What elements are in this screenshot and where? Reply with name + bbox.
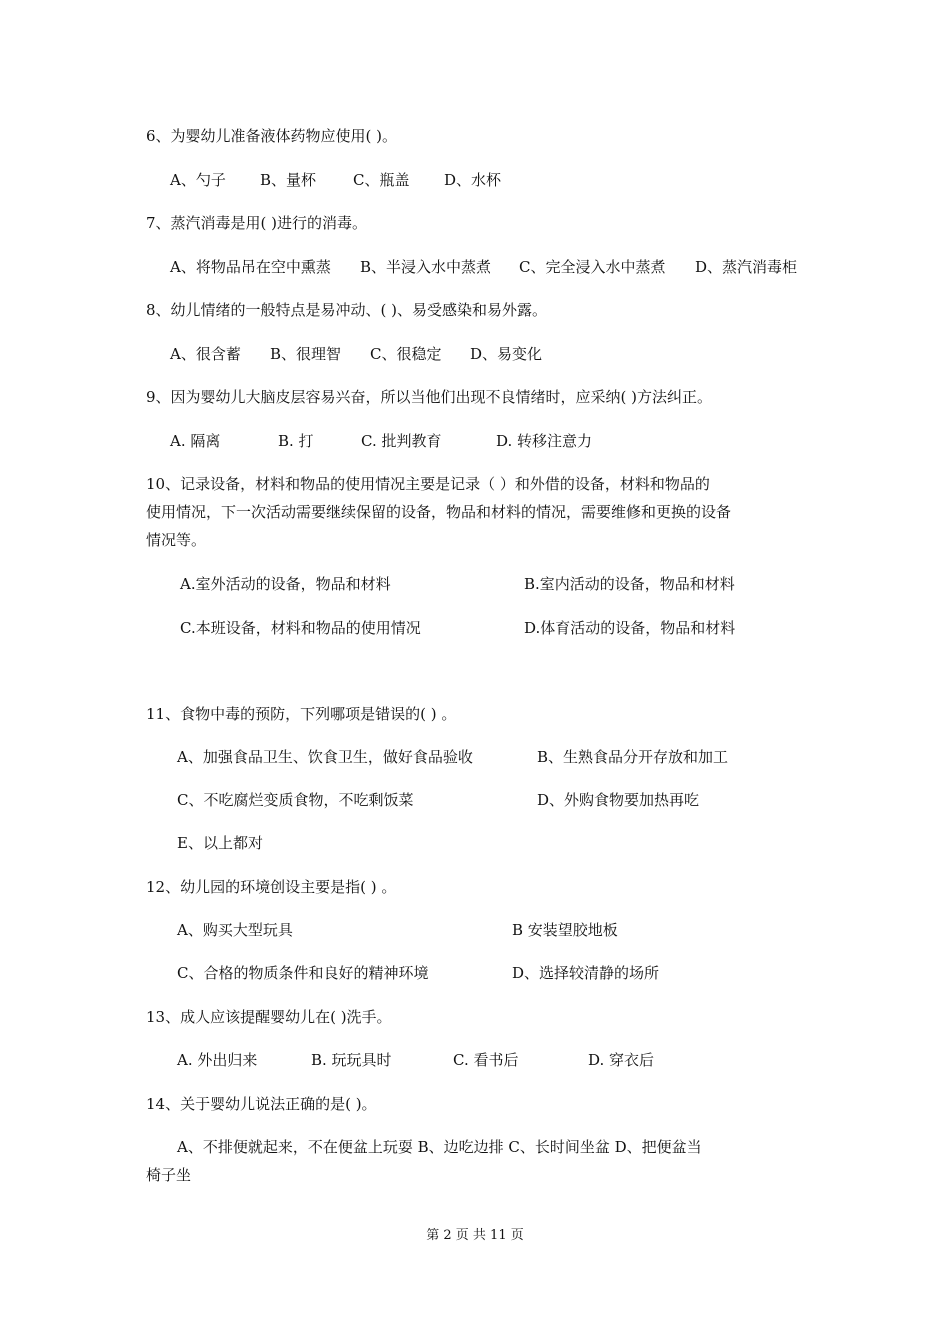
question-7-stem: 7、蒸汽消毒是用( )进行的消毒。 <box>146 214 368 232</box>
question-13-option-a: A. 外出归来 <box>177 1051 258 1069</box>
question-13-option-d: D. 穿衣后 <box>588 1051 655 1069</box>
question-10-option-a: A.室外活动的设备，物品和材料 <box>180 575 391 593</box>
question-12-option-c: C、合格的物质条件和良好的精神环境 <box>177 964 429 982</box>
question-10-stem-line-3: 情况等。 <box>146 531 207 549</box>
question-6-option-c: C、瓶盖 <box>353 171 410 189</box>
question-9-option-c: C. 批判教育 <box>361 432 442 450</box>
question-6-stem: 6、为婴幼儿准备液体药物应使用( )。 <box>146 127 398 145</box>
question-12-stem: 12、幼儿园的环境创设主要是指( ) 。 <box>146 878 397 896</box>
question-9-stem: 9、因为婴幼儿大脑皮层容易兴奋，所以当他们出现不良情绪时，应采纳( )方法纠正。 <box>146 388 713 406</box>
question-7-option-d: D、蒸汽消毒柜 <box>695 258 798 276</box>
question-10-option-b: B.室内活动的设备，物品和材料 <box>524 575 735 593</box>
question-11-option-d: D、外购食物要加热再吃 <box>537 791 700 809</box>
question-8-option-c: C、很稳定 <box>370 345 442 363</box>
question-14-options-line-2: 椅子坐 <box>146 1166 192 1184</box>
page-number-footer: 第 2 页 共 11 页 <box>426 1228 524 1243</box>
question-9-option-d: D. 转移注意力 <box>496 432 593 450</box>
question-6-option-d: D、水杯 <box>444 171 502 189</box>
question-9-option-b: B. 打 <box>278 432 314 450</box>
question-8-option-d: D、易变化 <box>470 345 543 363</box>
question-11-option-e: E、以上都对 <box>177 834 263 852</box>
question-8-option-a: A、很含蓄 <box>170 345 241 363</box>
question-11-option-b: B、生熟食品分开存放和加工 <box>537 748 729 766</box>
question-12-option-a: A、购买大型玩具 <box>177 921 293 939</box>
question-7-option-b: B、半浸入水中蒸煮 <box>360 258 492 276</box>
question-11-option-a: A、加强食品卫生、饮食卫生，做好食品验收 <box>177 748 473 766</box>
question-11-option-c: C、不吃腐烂变质食物，不吃剩饭菜 <box>177 791 414 809</box>
question-10-stem-line-1: 10、记录设备，材料和物品的使用情况主要是记录（ ）和外借的设备，材料和物品的 <box>146 475 710 493</box>
question-14-options-line-1: A、不排便就起来，不在便盆上玩耍 B、边吃边排 C、长时间坐盆 D、把便盆当 <box>177 1138 702 1156</box>
question-13-option-c: C. 看书后 <box>453 1051 519 1069</box>
question-8-option-b: B、很理智 <box>270 345 342 363</box>
question-10-stem-line-2: 使用情况，下一次活动需要继续保留的设备，物品和材料的情况，需要维修和更换的设备 <box>146 503 732 521</box>
question-6-option-b: B、量杯 <box>260 171 317 189</box>
question-8-stem: 8、幼儿情绪的一般特点是易冲动、( )、易受感染和易外露。 <box>146 301 548 319</box>
question-13-option-b: B. 玩玩具时 <box>311 1051 392 1069</box>
question-9-option-a: A. 隔离 <box>170 432 221 450</box>
question-12-option-b: B 安装望胶地板 <box>512 921 618 939</box>
question-13-stem: 13、成人应该提醒婴幼儿在( )洗手。 <box>146 1008 392 1026</box>
question-7-option-a: A、将物品吊在空中熏蒸 <box>170 258 331 276</box>
question-10-option-d: D.体育活动的设备，物品和材料 <box>524 619 736 637</box>
question-7-option-c: C、完全浸入水中蒸煮 <box>519 258 666 276</box>
question-12-option-d: D、选择较清静的场所 <box>512 964 660 982</box>
question-6-option-a: A、勺子 <box>170 171 226 189</box>
question-14-stem: 14、关于婴幼儿说法正确的是( )。 <box>146 1095 377 1113</box>
question-10-option-c: C.本班设备，材料和物品的使用情况 <box>180 619 421 637</box>
question-11-stem: 11、食物中毒的预防，下列哪项是错误的( ) 。 <box>146 705 457 723</box>
